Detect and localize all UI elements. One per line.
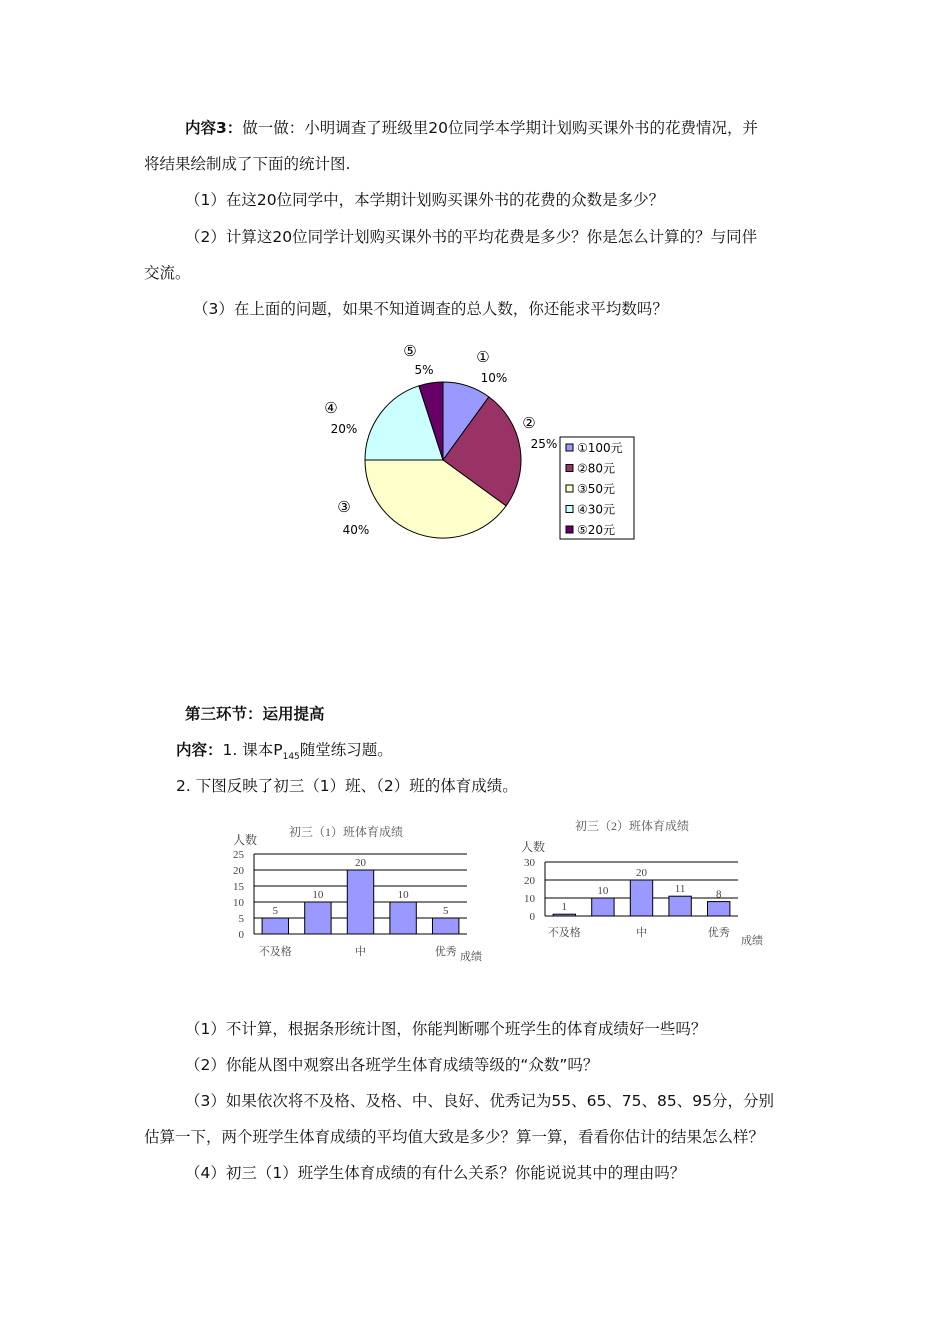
- bar-value-label: 1: [561, 901, 568, 914]
- pie-slice-percent-2: 25%: [530, 437, 558, 451]
- y-axis-label: 人数: [233, 833, 258, 847]
- pie-legend-label-4: ④30元: [577, 502, 616, 517]
- content-item2: 2. 下图反映了初三（1）班、（2）班的体育成绩。: [176, 777, 518, 795]
- question-1-judge: （1）不计算，根据条形统计图，你能判断哪个班学生的体育成绩好一些吗？: [185, 1020, 707, 1038]
- bar-中: [347, 870, 373, 934]
- content3-paragraph: [185, 117, 758, 139]
- bar-及格: [305, 902, 331, 934]
- bar-value-label: 20: [636, 867, 647, 879]
- item1-page-number: 145: [282, 752, 300, 763]
- bar-value-label: 5: [442, 905, 449, 917]
- content-label: 内容：: [176, 741, 223, 759]
- y-tick-label: 30: [524, 857, 535, 869]
- pie-slice-percent-5: 5%: [414, 363, 434, 377]
- item1-prefix: 1. 课本P: [222, 741, 283, 759]
- x-tick-label: 不及格: [258, 946, 292, 958]
- bar-chart-class1: [225, 820, 495, 970]
- y-tick-label: 0: [238, 929, 244, 941]
- bar-不及格: [553, 914, 575, 916]
- bar-chart-title: 初三（2）班体育成绩: [575, 819, 690, 833]
- content3-intro-line1: 做一做：小明调查了班级里20位同学本学期计划购买课外书的花费情况，并: [242, 119, 759, 137]
- y-tick-label: 0: [529, 911, 535, 923]
- bar-value-label: 10: [597, 885, 609, 897]
- bar-优秀: [432, 918, 458, 934]
- x-tick-label: 优秀: [434, 946, 457, 958]
- pie-slice-percent-1: 10%: [480, 371, 508, 385]
- y-tick-label: 20: [233, 865, 244, 877]
- content-item1: [176, 739, 393, 768]
- pie-legend-label-5: ⑤20元: [577, 523, 616, 537]
- content3-intro-line2: 将结果绘制成了下面的统计图.: [144, 155, 351, 173]
- x-axis-label: 成绩: [460, 951, 482, 963]
- bar-value-label: 10: [397, 889, 409, 901]
- pie-slice-marker-4: ④: [324, 399, 338, 417]
- y-tick-label: 10: [524, 893, 535, 905]
- y-tick-label: 25: [233, 849, 244, 861]
- x-tick-label: 优秀: [707, 927, 730, 939]
- pie-legend-swatch-1: [566, 444, 573, 451]
- question-3-estimate-line1: （3）如果依次将不及格、及格、中、良好、优秀记为55、65、75、85、95分，分别: [185, 1092, 774, 1110]
- y-tick-label: 20: [524, 875, 535, 887]
- bar-良好: [669, 896, 691, 916]
- question-2-mean-line1: （2）计算这20位同学计划购买课外书的平均花费是多少？你是怎么计算的？与同伴: [185, 228, 758, 246]
- bar-value-label: 11: [674, 883, 686, 896]
- bar-value-label: 10: [312, 889, 324, 901]
- bar-chart-class2: [512, 814, 772, 954]
- x-axis-label: 成绩: [741, 935, 763, 947]
- section-heading: 第三环节：运用提高: [185, 705, 325, 723]
- bar-良好: [390, 902, 416, 934]
- pie-chart: [318, 340, 648, 545]
- bar-value-label: 8: [715, 888, 722, 901]
- pie-slice-marker-3: ③: [337, 498, 351, 516]
- y-axis-label: 人数: [521, 840, 546, 854]
- pie-legend-swatch-4: [566, 506, 573, 513]
- content3-label: 内容3：: [185, 119, 243, 137]
- question-4-relation: （4）初三（1）班学生体育成绩的有什么关系？你能说说其中的理由吗？: [185, 1164, 686, 1182]
- bar-优秀: [708, 902, 730, 916]
- bar-不及格: [262, 918, 288, 934]
- pie-slice-percent-3: 40%: [342, 523, 370, 537]
- pie-legend-label-2: ②80元: [577, 461, 616, 476]
- y-tick-label: 5: [238, 913, 244, 925]
- question-3-no-total: （3）在上面的问题，如果不知道调查的总人数，你还能求平均数吗？: [193, 300, 668, 318]
- pie-slice-marker-5: ⑤: [403, 342, 417, 360]
- question-2-mean-line2: 交流。: [144, 264, 191, 282]
- question-1-mode: （1）在这20位同学中，本学期计划购买课外书的花费的众数是多少？: [185, 191, 665, 209]
- pie-slice-percent-4: 20%: [330, 422, 358, 436]
- bar-value-label: 5: [272, 905, 279, 917]
- question-2-mode: （2）你能从图中观察出各班学生体育成绩等级的“众数”吗？: [185, 1056, 599, 1074]
- bar-及格: [592, 898, 614, 916]
- pie-legend-label-3: ③50元: [577, 482, 616, 496]
- bar-value-label: 20: [355, 857, 366, 869]
- y-tick-label: 10: [233, 897, 244, 909]
- y-tick-label: 15: [233, 881, 244, 893]
- pie-legend-swatch-5: [566, 526, 573, 533]
- bar-中: [630, 880, 652, 916]
- bar-chart-title: 初三（1）班体育成绩: [289, 825, 404, 839]
- item1-suffix: 随堂练习题。: [299, 741, 393, 759]
- pie-legend-swatch-3: [566, 485, 573, 492]
- x-tick-label: 中: [636, 927, 647, 939]
- pie-legend-swatch-2: [566, 465, 573, 472]
- pie-slice-marker-1: ①: [476, 348, 490, 366]
- pie-slice-marker-2: ②: [522, 414, 536, 432]
- x-tick-label: 不及格: [547, 927, 581, 939]
- question-3-estimate-line2: 估算一下，两个班学生体育成绩的平均值大致是多少？算一算，看看你估计的结果怎么样？: [144, 1128, 765, 1146]
- x-tick-label: 中: [355, 946, 366, 958]
- pie-legend-label-1: ①100元: [577, 441, 623, 455]
